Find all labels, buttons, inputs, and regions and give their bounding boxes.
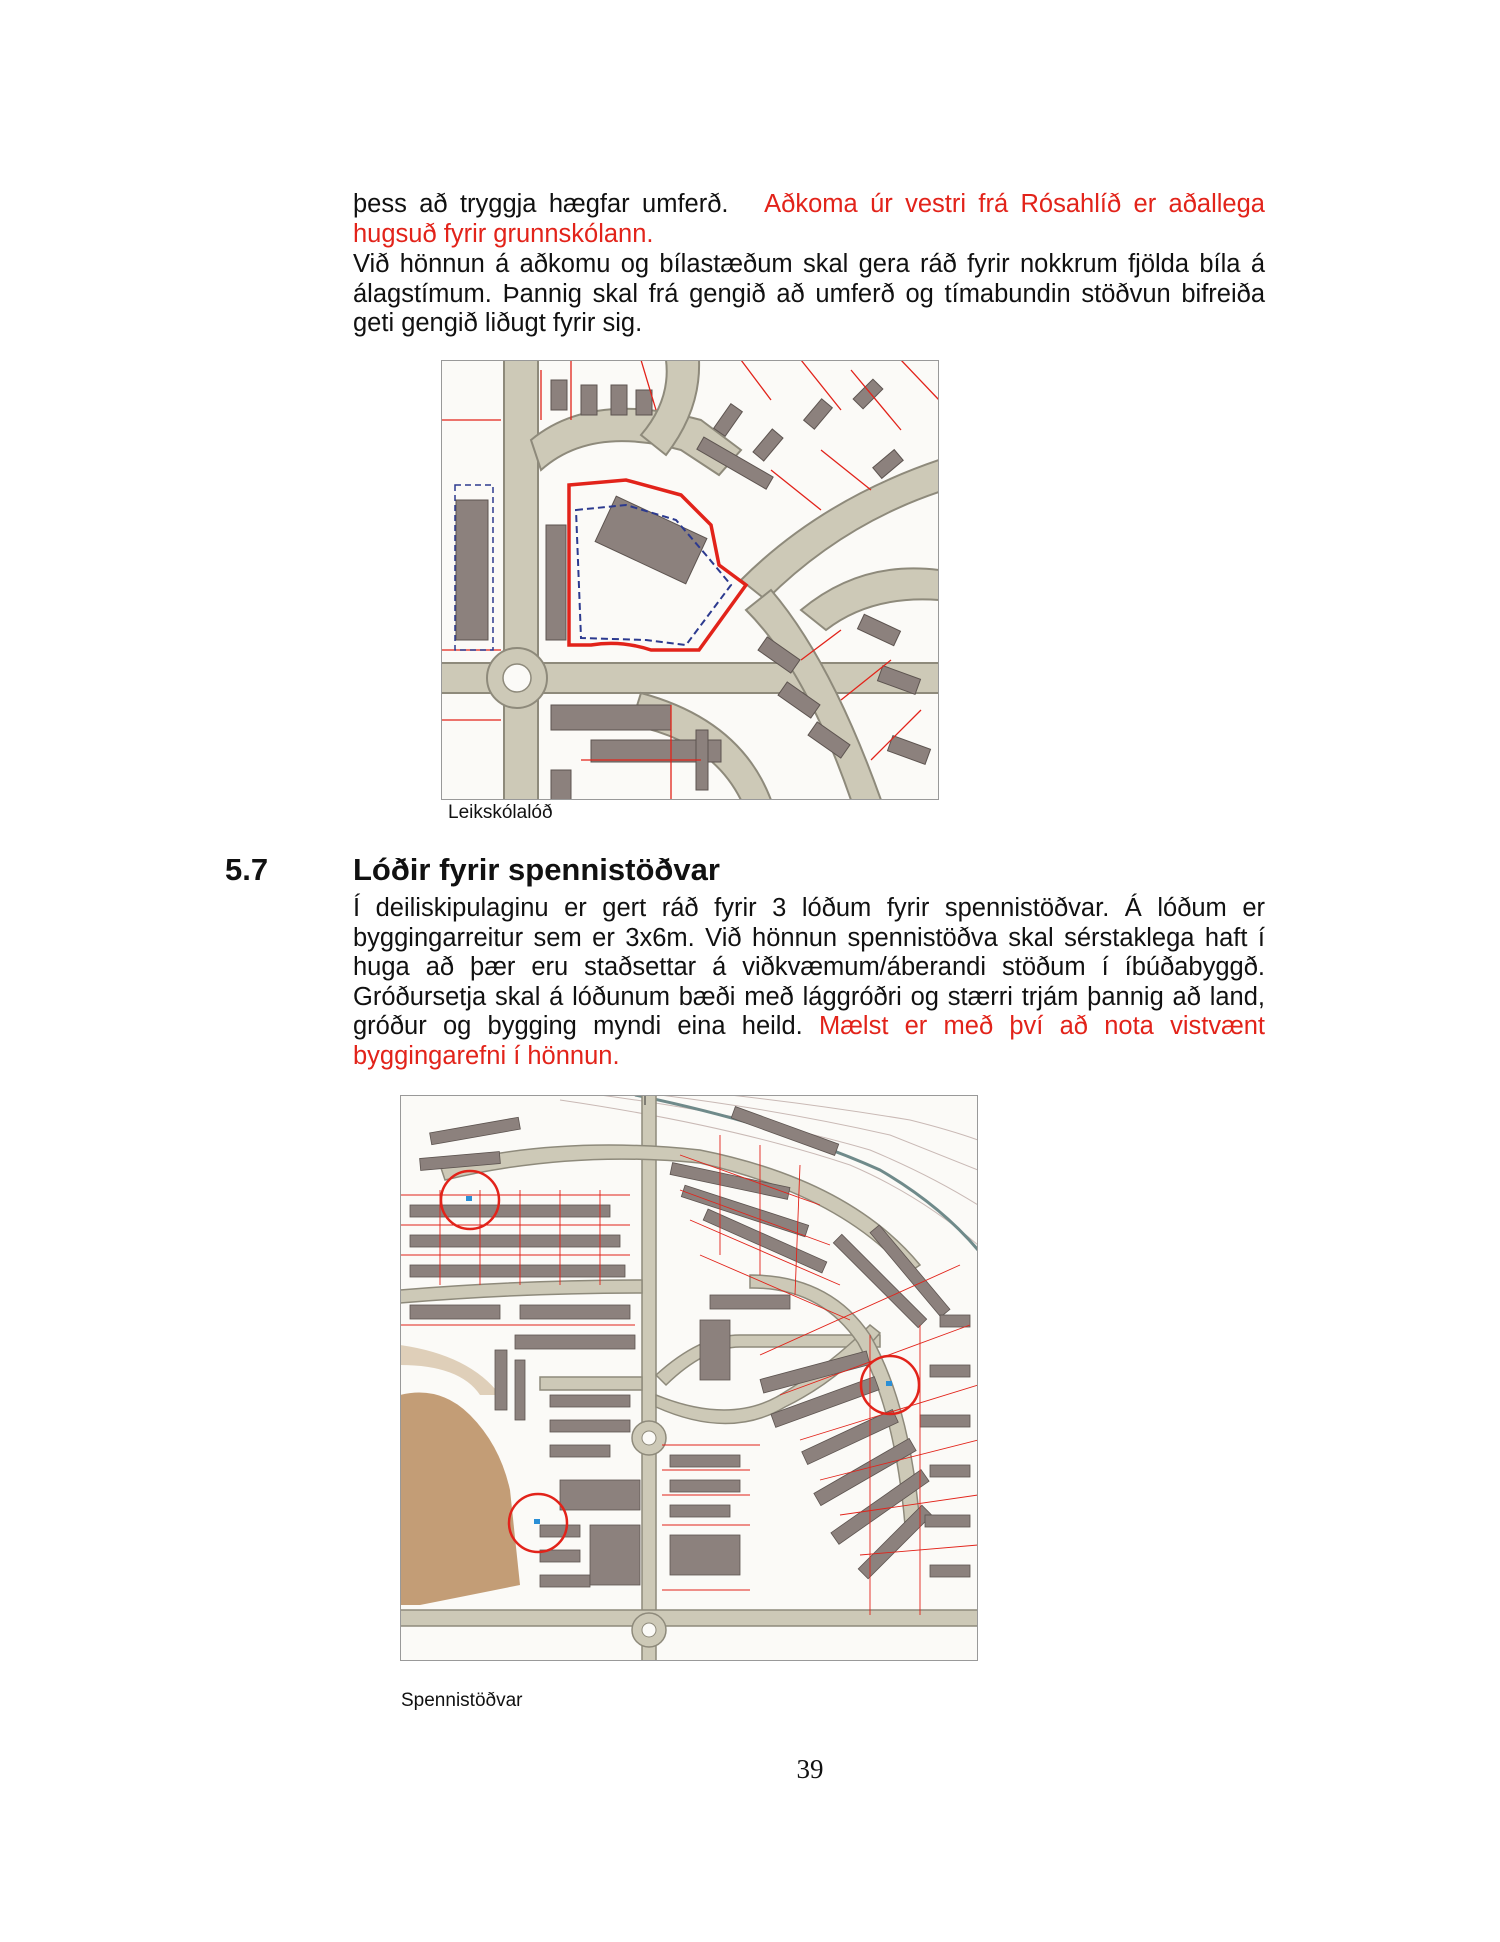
section-title: Lóðir fyrir spennistöðvar xyxy=(353,852,720,887)
intro-paragraph-2 xyxy=(353,250,1265,339)
section-body-red: Mælst er með því að nota vistvænt byggingarefni í hönnun. xyxy=(353,1012,1266,1070)
figure2-caption: Spennistöðvar xyxy=(401,1690,523,1711)
page-number: 39 xyxy=(796,1754,824,1784)
kindergarten-plot-map xyxy=(441,360,939,800)
intro-paragraph xyxy=(353,190,1265,249)
intro-text-black: þess að tryggja hægfar umferð. xyxy=(353,190,729,218)
intro-text-rest: Við hönnun á aðkomu og bílastæðum skal gera ráð fyrir nokkrum fjölda bíla á álagstímum. Þannig skal frá gengið að umferð og tímabundin stöðvun bifreiða geti gengið liðugt fyrir sig. xyxy=(353,250,1265,337)
section-body-black: Í deiliskipulaginu er gert ráð fyrir 3 lóðum fyrir spennistöðvar. Á lóðum er byggingarreitur sem er 3x6m. Við hönnun spennistöðva skal sérstaklega haft í huga að þær eru staðsettar á viðkvæmum/áberandi stöðum í íbúðabyggð. Gróðursetja skal á lóðunum bæði með lággróðri og stærri trjám þannig að land, gróður og bygging myndi eina heild. xyxy=(353,894,1265,1040)
substations-map xyxy=(400,1095,978,1661)
section-number: 5.7 xyxy=(225,852,269,887)
figure1-caption: Leikskólalóð xyxy=(448,802,553,823)
section-body xyxy=(353,894,1265,1071)
intro-text-red: Aðkoma úr vestri frá Rósahlíð er aðallega hugsuð fyrir grunnskólann. xyxy=(353,190,1265,248)
